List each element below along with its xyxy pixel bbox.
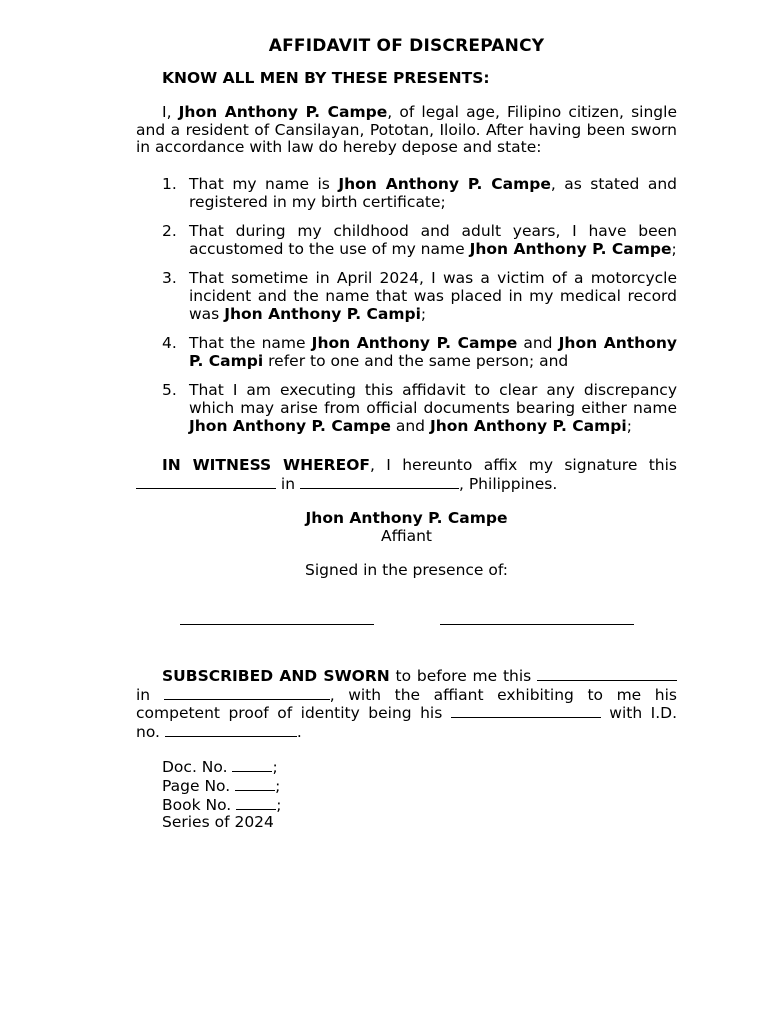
item-number: 1. (162, 174, 177, 193)
item-text: and (517, 334, 559, 353)
intro-pre: I, (162, 103, 179, 122)
item-bold: Jhon Anthony P. Campi (429, 416, 627, 435)
affiant-block (136, 510, 677, 545)
jurat-place-blank[interactable] (164, 686, 330, 700)
place-blank[interactable] (300, 475, 459, 489)
know-all-heading: KNOW ALL MEN BY THESE PRESENTS: (162, 68, 490, 87)
item-bold: Jhon Anthony P. Campe (189, 416, 391, 435)
proof-blank[interactable] (451, 704, 601, 718)
witness-signature-line-right[interactable] (440, 624, 634, 625)
item-text: and (390, 416, 430, 435)
jurat-text: to before me this (389, 667, 537, 686)
jurat-date-blank[interactable] (537, 667, 677, 681)
item-number: 2. (162, 222, 177, 241)
document-title: AFFIDAVIT OF DISCREPANCY (268, 36, 545, 56)
semicolon: ; (272, 758, 278, 777)
book-no-blank[interactable] (236, 796, 276, 810)
doc-no-line (162, 758, 677, 777)
item-number: 4. (162, 334, 177, 353)
item-text: , as stated and registered in my birth certificate; (189, 174, 678, 211)
item-text: refer to one and the same person; and (263, 351, 569, 370)
jurat-text: . (296, 722, 302, 741)
semicolon: ; (276, 795, 282, 814)
item-text: That I am executing this affidavit to clear any discrepancy which may arise from official documents bearing either name (189, 381, 677, 417)
item-bold: Jhon Anthony P. Campi (189, 334, 678, 370)
item-bold: Jhon Anthony P. Campi (224, 304, 421, 323)
date-blank[interactable] (136, 475, 276, 489)
affiant-label: Affiant (381, 526, 432, 545)
item-text: That my name is (189, 174, 339, 193)
doc-no-blank[interactable] (232, 758, 272, 772)
affidavit-document (136, 38, 677, 832)
notarial-register (162, 758, 677, 831)
witness-text: , I hereunto affix my signature this (369, 456, 678, 475)
witness-text: in (276, 474, 300, 493)
item-text: ; (671, 239, 677, 258)
item-text: ; (420, 304, 427, 323)
list-item (136, 382, 677, 435)
id-number-blank[interactable] (165, 723, 297, 737)
book-no-line (162, 796, 677, 815)
item-number: 3. (162, 269, 177, 288)
list-item (136, 335, 677, 370)
item-number: 5. (162, 381, 177, 400)
jurat-text: with I.D. no. (136, 704, 677, 741)
intro-post: , of legal age, Filipino citizen, single and a resident of Cansilayan, Pototan, Iloilo. After having been sworn in accordance with law do hereby depose and state: (136, 103, 677, 157)
list-item (136, 270, 677, 323)
item-text: ; (626, 416, 632, 435)
item-bold: Jhon Anthony P. Campe (311, 334, 518, 353)
page-no-label: Page No. (162, 777, 231, 796)
affiant-name: Jhon Anthony P. Campe (305, 509, 508, 528)
page-no-blank[interactable] (235, 777, 275, 791)
presence-label: Signed in the presence of: (305, 561, 508, 580)
intro-paragraph (136, 104, 677, 157)
witness-text: , Philippines. (458, 474, 558, 493)
item-text: That sometime in April 2024, I was a victim of a motorcycle incident and the name that was placed in my medical record was (189, 269, 677, 323)
jurat-text: , with the affiant exhibiting to me his competent proof of identity being his (136, 685, 677, 723)
witness-bold: IN WITNESS WHEREOF (162, 456, 370, 475)
doc-no-label: Doc. No. (162, 758, 228, 777)
statement-list (136, 176, 677, 435)
jurat-bold: SUBSCRIBED AND SWORN (162, 667, 390, 686)
item-bold: Jhon Anthony P. Campe (338, 174, 551, 193)
item-bold: Jhon Anthony P. Campe (469, 239, 672, 258)
witness-signature-lines (136, 580, 677, 628)
witness-paragraph (136, 457, 677, 493)
book-no-label: Book No. (162, 795, 232, 814)
intro-name: Jhon Anthony P. Campe (178, 103, 388, 122)
item-text: That during my childhood and adult years, I have been accustomed to the use of my name (189, 222, 677, 258)
page-no-line (162, 777, 677, 796)
semicolon: ; (275, 777, 281, 796)
jurat-paragraph (136, 667, 677, 741)
list-item (136, 176, 677, 211)
list-item (136, 223, 677, 258)
witness-signature-line-left[interactable] (180, 624, 374, 625)
series-line: Series of 2024 (162, 813, 274, 832)
item-text: That the name (189, 334, 312, 353)
jurat-text: in (136, 685, 164, 704)
